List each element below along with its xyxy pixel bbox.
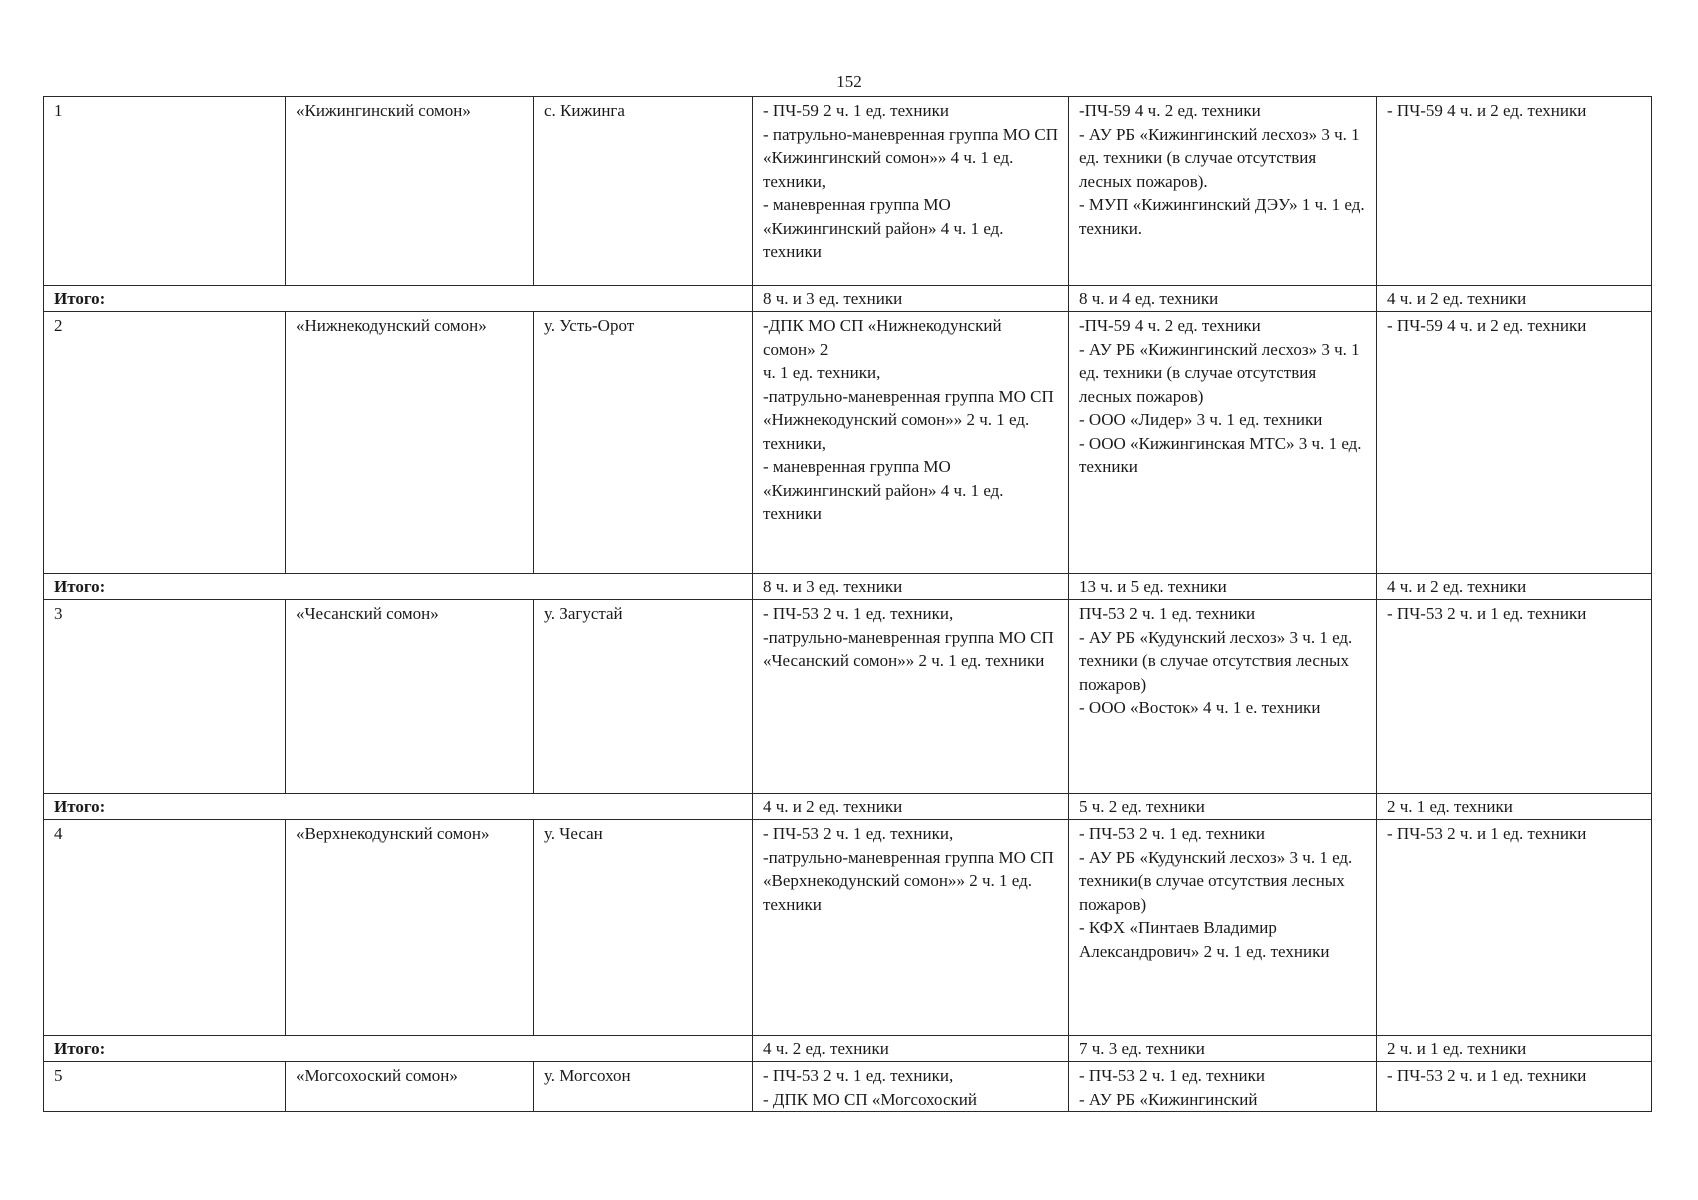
settlement-name: «Чесанский сомон» — [286, 600, 534, 794]
total-label: Итого: — [44, 794, 753, 820]
forces-level-2: -ПЧ-59 4 ч. 2 ед. техники - АУ РБ «Кижингинский лесхоз» 3 ч. 1 ед. техники (в случае отсутствия лесных пожаров) - ООО «Лидер» 3 ч. 1 ед. техники - ООО «Кижингинская МТС» 3 ч. 1 ед. техники — [1069, 312, 1377, 574]
table-row — [44, 97, 1652, 286]
row-number: 3 — [44, 600, 286, 794]
village-name: у. Усть-Орот — [534, 312, 753, 574]
total-label: Итого: — [44, 286, 753, 312]
total-row — [44, 574, 1652, 600]
total-level-1: 8 ч. и 3 ед. техники — [753, 574, 1069, 600]
page-number: 152 — [836, 72, 862, 91]
forces-level-2: -ПЧ-59 4 ч. 2 ед. техники - АУ РБ «Кижингинский лесхоз» 3 ч. 1 ед. техники (в случае отсутствия лесных пожаров). - МУП «Кижингинский ДЭУ» 1 ч. 1 ед. техники. — [1069, 97, 1377, 286]
settlement-name: «Верхнекодунский сомон» — [286, 820, 534, 1036]
settlement-name: «Нижнекодунский сомон» — [286, 312, 534, 574]
forces-level-1: - ПЧ-53 2 ч. 1 ед. техники, -патрульно-маневренная группа МО СП «Верхнекодунский сомон»» 2 ч. 1 ед. техники — [753, 820, 1069, 1036]
settlement-name: «Могсохоский сомон» — [286, 1062, 534, 1112]
total-row — [44, 794, 1652, 820]
total-level-1: 4 ч. и 2 ед. техники — [753, 794, 1069, 820]
total-label: Итого: — [44, 574, 753, 600]
total-level-2: 7 ч. 3 ед. техники — [1069, 1036, 1377, 1062]
table-row — [44, 312, 1652, 574]
forces-level-3: - ПЧ-59 4 ч. и 2 ед. техники — [1377, 312, 1652, 574]
forces-level-1: - ПЧ-53 2 ч. 1 ед. техники, - ДПК МО СП «Могсохоский — [753, 1062, 1069, 1112]
total-level-2: 8 ч. и 4 ед. техники — [1069, 286, 1377, 312]
total-level-3: 2 ч. 1 ед. техники — [1377, 794, 1652, 820]
row-number: 4 — [44, 820, 286, 1036]
forces-level-2: ПЧ-53 2 ч. 1 ед. техники - АУ РБ «Кудунский лесхоз» 3 ч. 1 ед. техники (в случае отсутствия лесных пожаров) - ООО «Восток» 4 ч. 1 е. техники — [1069, 600, 1377, 794]
total-label: Итого: — [44, 1036, 753, 1062]
forces-level-3: - ПЧ-59 4 ч. и 2 ед. техники — [1377, 97, 1652, 286]
row-number: 5 — [44, 1062, 286, 1112]
total-level-3: 4 ч. и 2 ед. техники — [1377, 574, 1652, 600]
total-level-2: 13 ч. и 5 ед. техники — [1069, 574, 1377, 600]
forces-level-1: -ДПК МО СП «Нижнекодунский сомон» 2 ч. 1 ед. техники, -патрульно-маневренная группа МО СП «Нижнекодунский сомон»» 2 ч. 1 ед. техники, - маневренная группа МО «Кижингинский район» 4 ч. 1 ед. техники — [753, 312, 1069, 574]
table-row — [44, 600, 1652, 794]
forces-level-2: - ПЧ-53 2 ч. 1 ед. техники - АУ РБ «Кудунский лесхоз» 3 ч. 1 ед. техники(в случае отсутствия лесных пожаров) - КФХ «Пинтаев Владимир Александрович» 2 ч. 1 ед. техники — [1069, 820, 1377, 1036]
village-name: у. Чесан — [534, 820, 753, 1036]
total-row — [44, 286, 1652, 312]
total-row — [44, 1036, 1652, 1062]
row-number: 1 — [44, 97, 286, 286]
total-level-3: 2 ч. и 1 ед. техники — [1377, 1036, 1652, 1062]
forces-level-2: - ПЧ-53 2 ч. 1 ед. техники - АУ РБ «Кижингинский — [1069, 1062, 1377, 1112]
total-level-1: 4 ч. 2 ед. техники — [753, 1036, 1069, 1062]
forces-level-1: - ПЧ-59 2 ч. 1 ед. техники - патрульно-маневренная группа МО СП «Кижингинский сомон»» 4 ч. 1 ед. техники, - маневренная группа МО «Кижингинский район» 4 ч. 1 ед. техники — [753, 97, 1069, 286]
village-name: с. Кижинга — [534, 97, 753, 286]
settlement-name: «Кижингинский сомон» — [286, 97, 534, 286]
forces-level-3: - ПЧ-53 2 ч. и 1 ед. техники — [1377, 1062, 1652, 1112]
table-row — [44, 820, 1652, 1036]
forces-level-1: - ПЧ-53 2 ч. 1 ед. техники, -патрульно-маневренная группа МО СП «Чесанский сомон»» 2 ч. 1 ед. техники — [753, 600, 1069, 794]
village-name: у. Загустай — [534, 600, 753, 794]
total-level-3: 4 ч. и 2 ед. техники — [1377, 286, 1652, 312]
total-level-1: 8 ч. и 3 ед. техники — [753, 286, 1069, 312]
table-row — [44, 1062, 1652, 1112]
row-number: 2 — [44, 312, 286, 574]
village-name: у. Могсохон — [534, 1062, 753, 1112]
forces-level-3: - ПЧ-53 2 ч. и 1 ед. техники — [1377, 600, 1652, 794]
forces-level-3: - ПЧ-53 2 ч. и 1 ед. техники — [1377, 820, 1652, 1036]
total-level-2: 5 ч. 2 ед. техники — [1069, 794, 1377, 820]
forces-table — [43, 96, 1652, 1112]
